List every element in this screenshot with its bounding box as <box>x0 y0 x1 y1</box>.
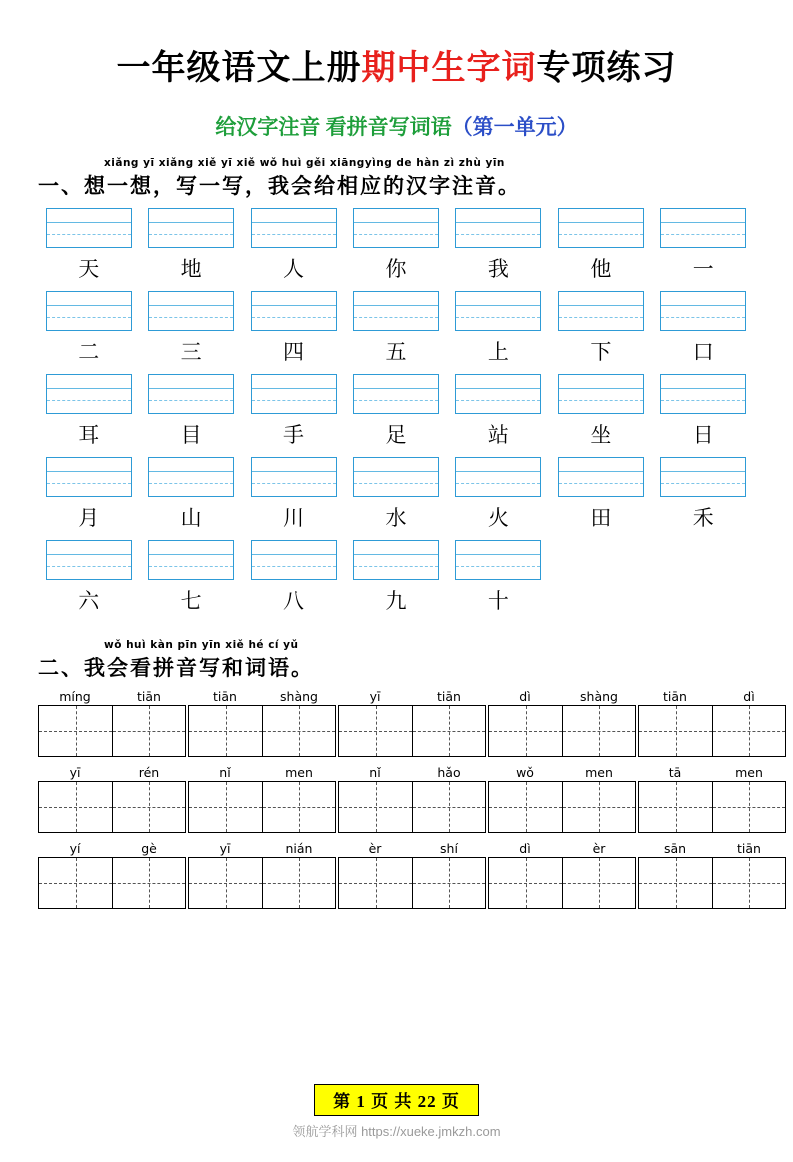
pinyin-input-box[interactable] <box>46 374 132 414</box>
pinyin-row <box>38 374 755 457</box>
pinyin-input-box[interactable] <box>455 540 541 580</box>
hanzi-label: 口 <box>692 340 714 364</box>
word-pinyin <box>638 764 786 781</box>
word-pinyin <box>638 840 786 857</box>
word-row <box>38 764 763 833</box>
tianzige-pair[interactable] <box>188 705 336 757</box>
tianzige-pair[interactable] <box>638 781 786 833</box>
pinyin-syllable: men <box>285 765 313 780</box>
word-cell[interactable] <box>488 764 636 833</box>
pinyin-cell[interactable] <box>243 208 344 291</box>
tianzige-box[interactable] <box>562 706 635 756</box>
pinyin-input-box[interactable] <box>455 208 541 248</box>
tianzige-box[interactable] <box>112 858 185 908</box>
pinyin-cell[interactable] <box>38 374 139 457</box>
pinyin-input-box[interactable] <box>660 208 746 248</box>
pinyin-input-box[interactable] <box>148 457 234 497</box>
pinyin-cell[interactable] <box>243 457 344 540</box>
word-cell[interactable] <box>38 764 186 833</box>
word-row <box>38 688 755 757</box>
pinyin-syllable: shàng <box>580 689 618 704</box>
pinyin-syllable: tiān <box>213 689 237 704</box>
tianzige-pair[interactable] <box>338 857 486 909</box>
pinyin-cell[interactable] <box>140 291 241 374</box>
pinyin-syllable: nǐ <box>369 765 381 780</box>
pinyin-cell[interactable] <box>38 291 139 374</box>
pinyin-input-box[interactable] <box>46 208 132 248</box>
tianzige-pair[interactable] <box>188 781 336 833</box>
pinyin-cell[interactable] <box>38 208 139 291</box>
pinyin-syllable: dì <box>519 689 531 704</box>
tianzige-grid <box>38 688 763 909</box>
pinyin-writing-grid <box>38 208 755 623</box>
pinyin-syllable: èr <box>368 841 382 856</box>
pinyin-input-box[interactable] <box>148 374 234 414</box>
pinyin-syllable: wǒ <box>516 765 534 780</box>
word-pinyin <box>38 764 186 781</box>
hanzi-label: 四 <box>283 340 305 364</box>
pinyin-syllable: tā <box>668 765 682 780</box>
pinyin-syllable: gè <box>141 841 157 856</box>
hanzi-label: 七 <box>180 589 202 613</box>
page-number-badge: 第 1 页 共 22 页 <box>314 1084 479 1116</box>
hanzi-label: 天 <box>78 257 100 281</box>
subtitle-blue: （第一单元） <box>451 115 578 139</box>
hanzi-label: 三 <box>180 340 202 364</box>
tianzige-box[interactable] <box>562 782 635 832</box>
hanzi-label: 足 <box>385 423 407 447</box>
tianzige-box[interactable] <box>339 706 412 756</box>
pinyin-input-box[interactable] <box>148 540 234 580</box>
section-two-header <box>38 639 755 682</box>
pinyin-cell[interactable] <box>345 457 446 540</box>
tianzige-box[interactable] <box>412 782 485 832</box>
pinyin-syllable: men <box>735 765 763 780</box>
hanzi-label: 田 <box>590 506 612 530</box>
pinyin-cell[interactable] <box>345 540 446 623</box>
tianzige-box[interactable] <box>639 782 712 832</box>
pinyin-cell[interactable] <box>140 374 241 457</box>
pinyin-syllable: tiān <box>137 689 161 704</box>
pinyin-input-box[interactable] <box>353 208 439 248</box>
tianzige-pair[interactable] <box>38 781 186 833</box>
pinyin-cell[interactable] <box>653 208 754 291</box>
pinyin-cell[interactable] <box>345 374 446 457</box>
hanzi-label: 站 <box>487 423 509 447</box>
pinyin-cell[interactable] <box>448 374 549 457</box>
tianzige-box[interactable] <box>189 706 262 756</box>
word-cell[interactable] <box>638 764 786 833</box>
hanzi-label: 十 <box>487 589 509 613</box>
word-cell[interactable] <box>638 840 786 909</box>
pinyin-syllable: rén <box>138 765 160 780</box>
pinyin-cell[interactable] <box>243 374 344 457</box>
pinyin-row <box>38 291 755 374</box>
tianzige-box[interactable] <box>39 782 112 832</box>
hanzi-label: 九 <box>385 589 407 613</box>
pinyin-syllable: yī <box>69 765 81 780</box>
pinyin-cell[interactable] <box>345 291 446 374</box>
pinyin-syllable: sān <box>663 841 687 856</box>
word-cell[interactable] <box>338 688 486 757</box>
word-cell[interactable] <box>338 840 486 909</box>
tianzige-box[interactable] <box>562 858 635 908</box>
word-cell[interactable] <box>638 688 786 757</box>
hanzi-label: 我 <box>487 257 509 281</box>
pinyin-syllable: shàng <box>280 689 318 704</box>
pinyin-syllable: tiān <box>737 841 761 856</box>
hanzi-label: 月 <box>78 506 100 530</box>
pinyin-input-box[interactable] <box>660 291 746 331</box>
pinyin-syllable: tiān <box>663 689 687 704</box>
word-pinyin <box>38 688 186 705</box>
hanzi-label: 他 <box>590 257 612 281</box>
worksheet-page <box>0 40 793 1162</box>
pinyin-input-box[interactable] <box>46 291 132 331</box>
hanzi-label: 你 <box>385 257 407 281</box>
word-pinyin <box>338 840 486 857</box>
pinyin-syllable: èr <box>592 841 606 856</box>
hanzi-label: 坐 <box>590 423 612 447</box>
pinyin-cell[interactable] <box>550 208 651 291</box>
section-one-pinyin: xiǎng yī xiǎng xiě yī xiě wǒ huì gěi xiāngyìng de hàn zì zhù yīn <box>104 157 505 169</box>
tianzige-box[interactable] <box>712 782 785 832</box>
tianzige-box[interactable] <box>489 706 562 756</box>
pinyin-input-box[interactable] <box>660 457 746 497</box>
word-pinyin <box>488 688 636 705</box>
tianzige-box[interactable] <box>112 782 185 832</box>
pinyin-cell[interactable] <box>140 457 241 540</box>
pinyin-cell[interactable] <box>448 208 549 291</box>
pinyin-syllable: dì <box>519 841 531 856</box>
hanzi-label: 二 <box>78 340 100 364</box>
word-pinyin <box>188 764 336 781</box>
pinyin-cell[interactable] <box>448 457 549 540</box>
tianzige-pair[interactable] <box>638 705 786 757</box>
word-cell[interactable] <box>38 688 186 757</box>
pinyin-cell[interactable] <box>140 540 241 623</box>
pinyin-cell[interactable] <box>653 374 754 457</box>
pinyin-syllable: yī <box>219 841 231 856</box>
hanzi-label: 禾 <box>692 506 714 530</box>
pinyin-row <box>38 457 755 540</box>
tianzige-box[interactable] <box>189 858 262 908</box>
pinyin-input-box[interactable] <box>251 374 337 414</box>
word-cell[interactable] <box>488 840 636 909</box>
tianzige-box[interactable] <box>39 706 112 756</box>
tianzige-box[interactable] <box>412 858 485 908</box>
tianzige-box[interactable] <box>489 858 562 908</box>
pinyin-input-box[interactable] <box>251 208 337 248</box>
pinyin-syllable: men <box>585 765 613 780</box>
pinyin-input-box[interactable] <box>353 457 439 497</box>
pinyin-cell[interactable] <box>653 457 754 540</box>
pinyin-cell[interactable] <box>550 291 651 374</box>
pinyin-row <box>38 208 755 291</box>
tianzige-box[interactable] <box>712 858 785 908</box>
tianzige-box[interactable] <box>639 706 712 756</box>
word-pinyin <box>488 840 636 857</box>
tianzige-pair[interactable] <box>338 705 486 757</box>
pinyin-input-box[interactable] <box>251 457 337 497</box>
tianzige-box[interactable] <box>112 706 185 756</box>
tianzige-box[interactable] <box>489 782 562 832</box>
pinyin-cell[interactable] <box>140 208 241 291</box>
hanzi-label: 五 <box>385 340 407 364</box>
hanzi-label: 六 <box>78 589 100 613</box>
pinyin-cell[interactable] <box>243 540 344 623</box>
hanzi-label: 山 <box>180 506 202 530</box>
title-part-1: 一年级语文上册 <box>116 50 362 87</box>
pinyin-syllable: tiān <box>437 689 461 704</box>
pinyin-syllable: míng <box>59 689 91 704</box>
tianzige-pair[interactable] <box>488 781 636 833</box>
pinyin-input-box[interactable] <box>455 374 541 414</box>
pinyin-row <box>38 540 755 623</box>
tianzige-pair[interactable] <box>38 705 186 757</box>
pinyin-input-box[interactable] <box>558 374 644 414</box>
pinyin-input-box[interactable] <box>455 291 541 331</box>
tianzige-pair[interactable] <box>338 781 486 833</box>
tianzige-pair[interactable] <box>638 857 786 909</box>
tianzige-box[interactable] <box>712 706 785 756</box>
hanzi-label: 地 <box>180 257 202 281</box>
page-subtitle <box>38 111 755 141</box>
section-one-title: 一、想一想，写一写，我会给相应的汉字注音。 <box>38 174 521 198</box>
word-cell[interactable] <box>188 840 336 909</box>
pinyin-input-box[interactable] <box>558 291 644 331</box>
word-pinyin <box>488 764 636 781</box>
word-cell[interactable] <box>38 840 186 909</box>
hanzi-label: 手 <box>283 423 305 447</box>
pinyin-cell[interactable] <box>653 291 754 374</box>
pinyin-cell-empty <box>550 540 651 623</box>
word-cell[interactable] <box>188 688 336 757</box>
hanzi-label: 目 <box>180 423 202 447</box>
pinyin-cell[interactable] <box>550 374 651 457</box>
page-title <box>38 40 755 89</box>
pinyin-syllable: nǐ <box>219 765 231 780</box>
pinyin-cell[interactable] <box>345 208 446 291</box>
hanzi-label: 耳 <box>78 423 100 447</box>
tianzige-box[interactable] <box>262 706 335 756</box>
pinyin-cell[interactable] <box>38 540 139 623</box>
pinyin-input-box[interactable] <box>558 457 644 497</box>
page-footer <box>0 1084 793 1116</box>
pinyin-input-box[interactable] <box>455 457 541 497</box>
pinyin-input-box[interactable] <box>660 374 746 414</box>
pinyin-input-box[interactable] <box>353 291 439 331</box>
pinyin-input-box[interactable] <box>353 374 439 414</box>
hanzi-label: 川 <box>283 506 305 530</box>
title-part-3: 专项练习 <box>536 50 677 87</box>
pinyin-syllable: yí <box>69 841 81 856</box>
tianzige-box[interactable] <box>339 858 412 908</box>
tianzige-box[interactable] <box>39 858 112 908</box>
tianzige-box[interactable] <box>339 782 412 832</box>
pinyin-cell[interactable] <box>243 291 344 374</box>
hanzi-label: 下 <box>590 340 612 364</box>
word-pinyin <box>188 840 336 857</box>
word-pinyin <box>638 688 786 705</box>
section-two-pinyin: wǒ huì kàn pīn yīn xiě hé cí yǔ <box>104 639 299 651</box>
hanzi-label: 日 <box>692 423 714 447</box>
watermark-text: 领航学科网 https://xueke.jmkzh.com <box>292 1124 501 1139</box>
hanzi-label: 八 <box>283 589 305 613</box>
word-cell[interactable] <box>338 764 486 833</box>
hanzi-label: 一 <box>692 257 714 281</box>
tianzige-box[interactable] <box>639 858 712 908</box>
pinyin-input-box[interactable] <box>251 540 337 580</box>
hanzi-label: 水 <box>385 506 407 530</box>
section-one-header <box>38 157 755 200</box>
tianzige-box[interactable] <box>262 782 335 832</box>
pinyin-syllable: dì <box>743 689 755 704</box>
tianzige-box[interactable] <box>262 858 335 908</box>
pinyin-cell[interactable] <box>448 291 549 374</box>
tianzige-box[interactable] <box>189 782 262 832</box>
hanzi-label: 上 <box>487 340 509 364</box>
pinyin-input-box[interactable] <box>558 208 644 248</box>
pinyin-input-box[interactable] <box>353 540 439 580</box>
title-part-2: 期中生字词 <box>361 50 537 87</box>
pinyin-syllable: hǎo <box>437 765 461 780</box>
tianzige-pair[interactable] <box>38 857 186 909</box>
word-pinyin <box>338 764 486 781</box>
pinyin-input-box[interactable] <box>251 291 337 331</box>
tianzige-box[interactable] <box>412 706 485 756</box>
pinyin-syllable: shí <box>440 841 458 856</box>
word-cell[interactable] <box>488 688 636 757</box>
word-pinyin <box>338 688 486 705</box>
pinyin-syllable: yī <box>369 689 381 704</box>
subtitle-green: 给汉字注音 看拼音写词语 <box>215 115 452 139</box>
tianzige-pair[interactable] <box>488 705 636 757</box>
pinyin-input-box[interactable] <box>46 457 132 497</box>
tianzige-pair[interactable] <box>488 857 636 909</box>
pinyin-cell[interactable] <box>448 540 549 623</box>
pinyin-input-box[interactable] <box>148 208 234 248</box>
word-row <box>38 840 761 909</box>
word-pinyin <box>188 688 336 705</box>
tianzige-pair[interactable] <box>188 857 336 909</box>
pinyin-input-box[interactable] <box>148 291 234 331</box>
pinyin-input-box[interactable] <box>46 540 132 580</box>
pinyin-cell[interactable] <box>38 457 139 540</box>
hanzi-label: 人 <box>283 257 305 281</box>
pinyin-cell-empty <box>653 540 754 623</box>
word-pinyin <box>38 840 186 857</box>
pinyin-cell[interactable] <box>550 457 651 540</box>
word-cell[interactable] <box>188 764 336 833</box>
pinyin-syllable: nián <box>285 841 313 856</box>
hanzi-label: 火 <box>487 506 509 530</box>
section-two-title: 二、我会看拼音写和词语。 <box>38 656 314 680</box>
